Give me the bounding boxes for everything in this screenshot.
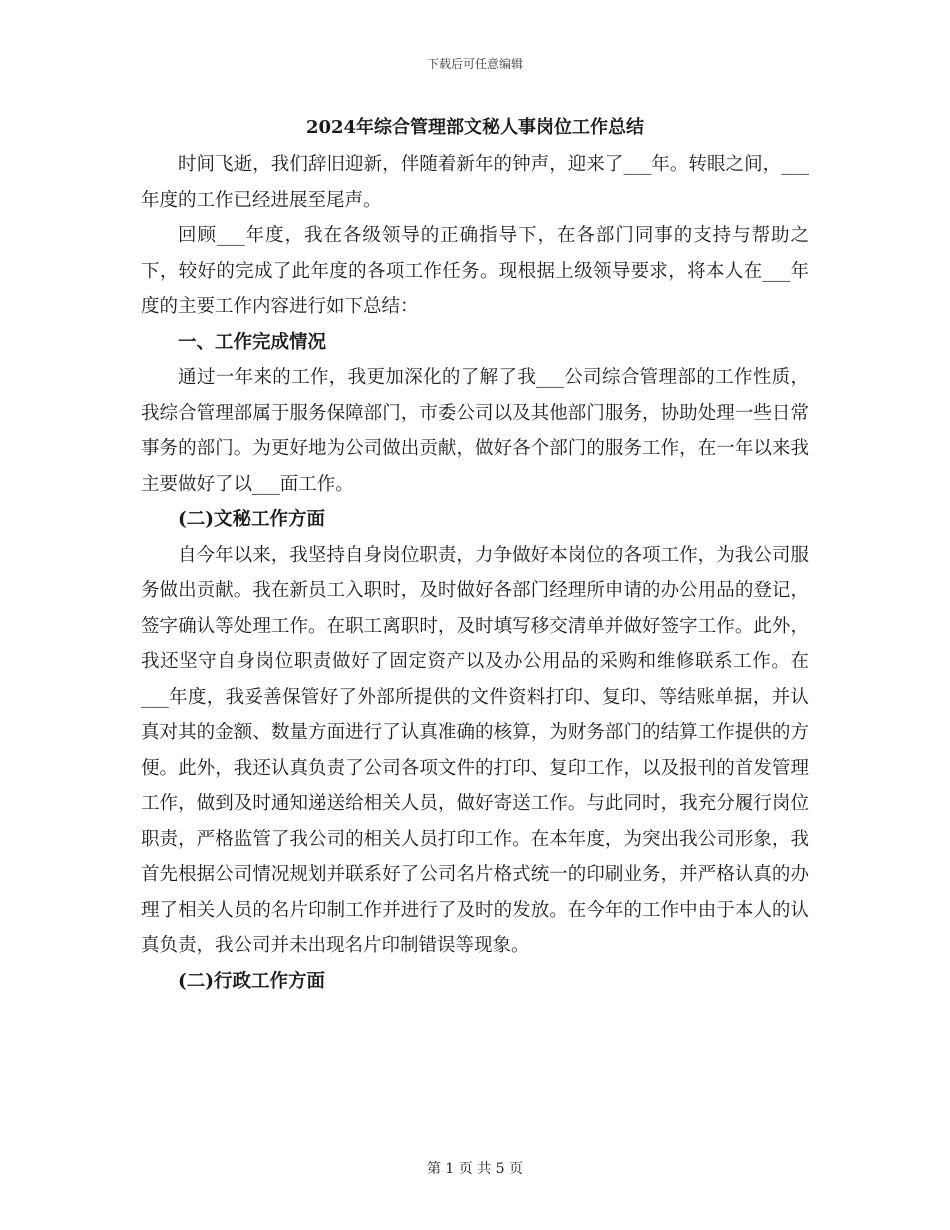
document-body	[141, 147, 809, 999]
review-paragraph: 回顾___年度，我在各级领导的正确指导下，在各部门同事的支持与帮助之下，较好的完成了此年度的各项工作任务。现根据上级领导要求，将本人在___年度的主要工作内容进行如下总结：	[141, 225, 809, 317]
section-heading-administrative: (二)行政工作方面	[178, 970, 326, 992]
work-completion-paragraph: 通过一年来的工作，我更加深化的了解了我___公司综合管理部的工作性质，我综合管理部属于服务保障部门，市委公司以及其他部门服务，协助处理一些日常事务的部门。为更好地为公司做出贡献，做好各个部门的服务工作，在一年以来我主要做好了以___面工作。	[141, 367, 809, 495]
section-heading-work-completion: 一、工作完成情况	[178, 331, 327, 353]
page-footer: 第 1 页 共 5 页	[426, 1161, 524, 1177]
secretarial-paragraph: 自今年以来，我坚持自身岗位职责，力争做好本岗位的各项工作，为我公司服务做出贡献。我在新员工入职时，及时做好各部门经理所申请的办公用品的登记，签字确认等处理工作。在职工离职时，及时填写移交清单并做好签字工作。此外，我还坚守自身岗位职责做好了固定资产以及办公用品的采购和维修联系工作。在___年度，我妥善保管好了外部所提供的文件资料打印、复印、等结账单据，并认真对其的金额、数量方面进行了认真准确的核算，为财务部门的结算工作提供的方便。此外，我还认真负责了公司各项文件的打印、复印工作，以及报刊的首发管理工作，做到及时通知递送给相关人员，做好寄送工作。与此同时，我充分履行岗位职责，严格监管了我公司的相关人员打印工作。在本年度，为突出我公司形象，我首先根据公司情况规划并联系好了公司名片格式统一的印刷业务，并严格认真的办理了相关人员的名片印制工作并进行了及时的发放。在今年的工作中由于本人的认真负责，我公司并未出现名片印制错误等现象。	[141, 544, 809, 956]
header-note: 下载后可任意编辑	[426, 57, 523, 71]
section-heading-secretarial: (二)文秘工作方面	[178, 509, 326, 530]
intro-paragraph: 时间飞逝，我们辞旧迎新，伴随着新年的钟声，迎来了___年。转眼之间，___年度的工作已经进展至尾声。	[141, 154, 809, 211]
document-title: 2024年综合管理部文秘人事岗位工作总结	[305, 117, 645, 138]
